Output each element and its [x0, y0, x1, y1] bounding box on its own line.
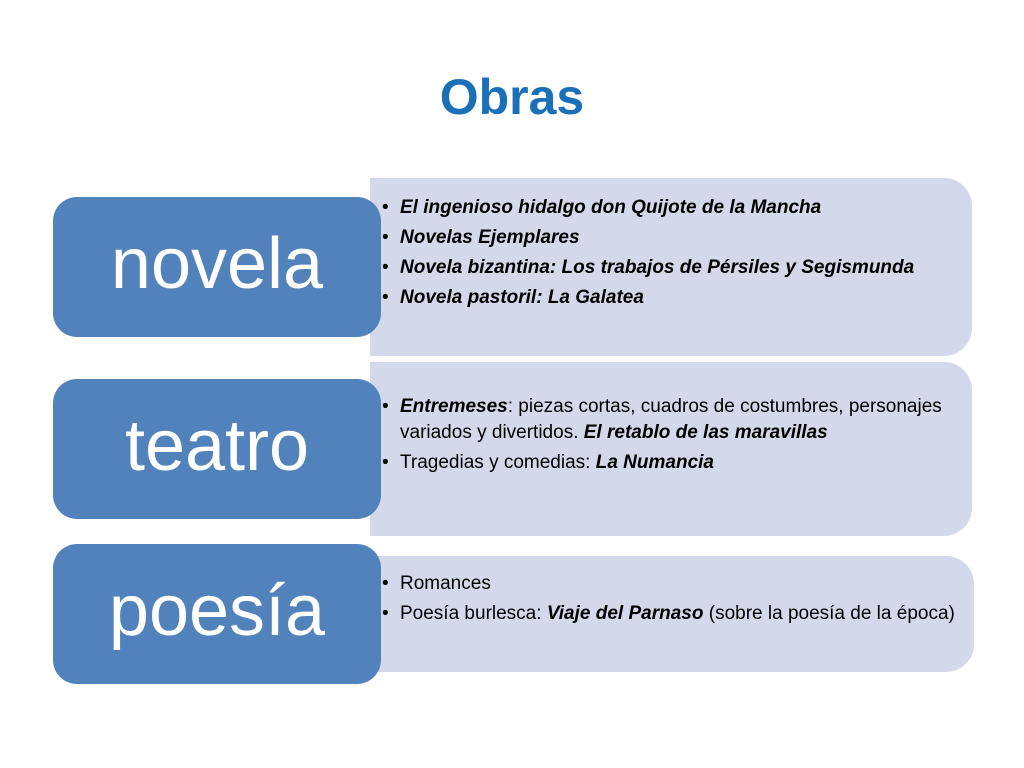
bullet-icon: •	[382, 396, 389, 417]
list-item: • Novela pastoril: La Galatea	[382, 285, 962, 311]
bullet-icon: •	[382, 287, 389, 308]
list-item: • Novelas Ejemplares	[382, 225, 962, 251]
category-poesia: poesía	[53, 544, 381, 684]
slide-title: Obras	[439, 69, 585, 125]
list-item: • Entremeses: piezas cortas, cuadros de costumbres, personajes variados y divertidos. El retablo de las maravillas	[382, 396, 942, 443]
novela-list	[382, 195, 962, 315]
category-novela: novela	[53, 197, 381, 337]
novela-detail-box	[370, 178, 972, 356]
list-item: • Romances	[382, 571, 964, 597]
bullet-icon: •	[382, 197, 389, 218]
list-item: • El ingenioso hidalgo don Quijote de la Mancha	[382, 195, 962, 221]
bullet-icon: •	[382, 227, 389, 248]
list-item: • Tragedias y comedias: La Numancia	[382, 450, 962, 476]
bullet-icon: •	[382, 603, 389, 624]
category-teatro: teatro	[53, 379, 381, 519]
teatro-detail-box	[370, 362, 972, 536]
bullet-icon: •	[382, 573, 389, 594]
list-item: • Novela bizantina: Los trabajos de Pérsiles y Segismunda	[382, 255, 962, 281]
teatro-list	[382, 394, 962, 480]
bullet-icon: •	[382, 452, 389, 473]
poesia-detail-box	[370, 556, 974, 672]
list-item: • Poesía burlesca: Viaje del Parnaso (sobre la poesía de la época)	[382, 601, 964, 627]
bullet-icon: •	[382, 257, 389, 278]
poesia-list	[382, 571, 964, 631]
